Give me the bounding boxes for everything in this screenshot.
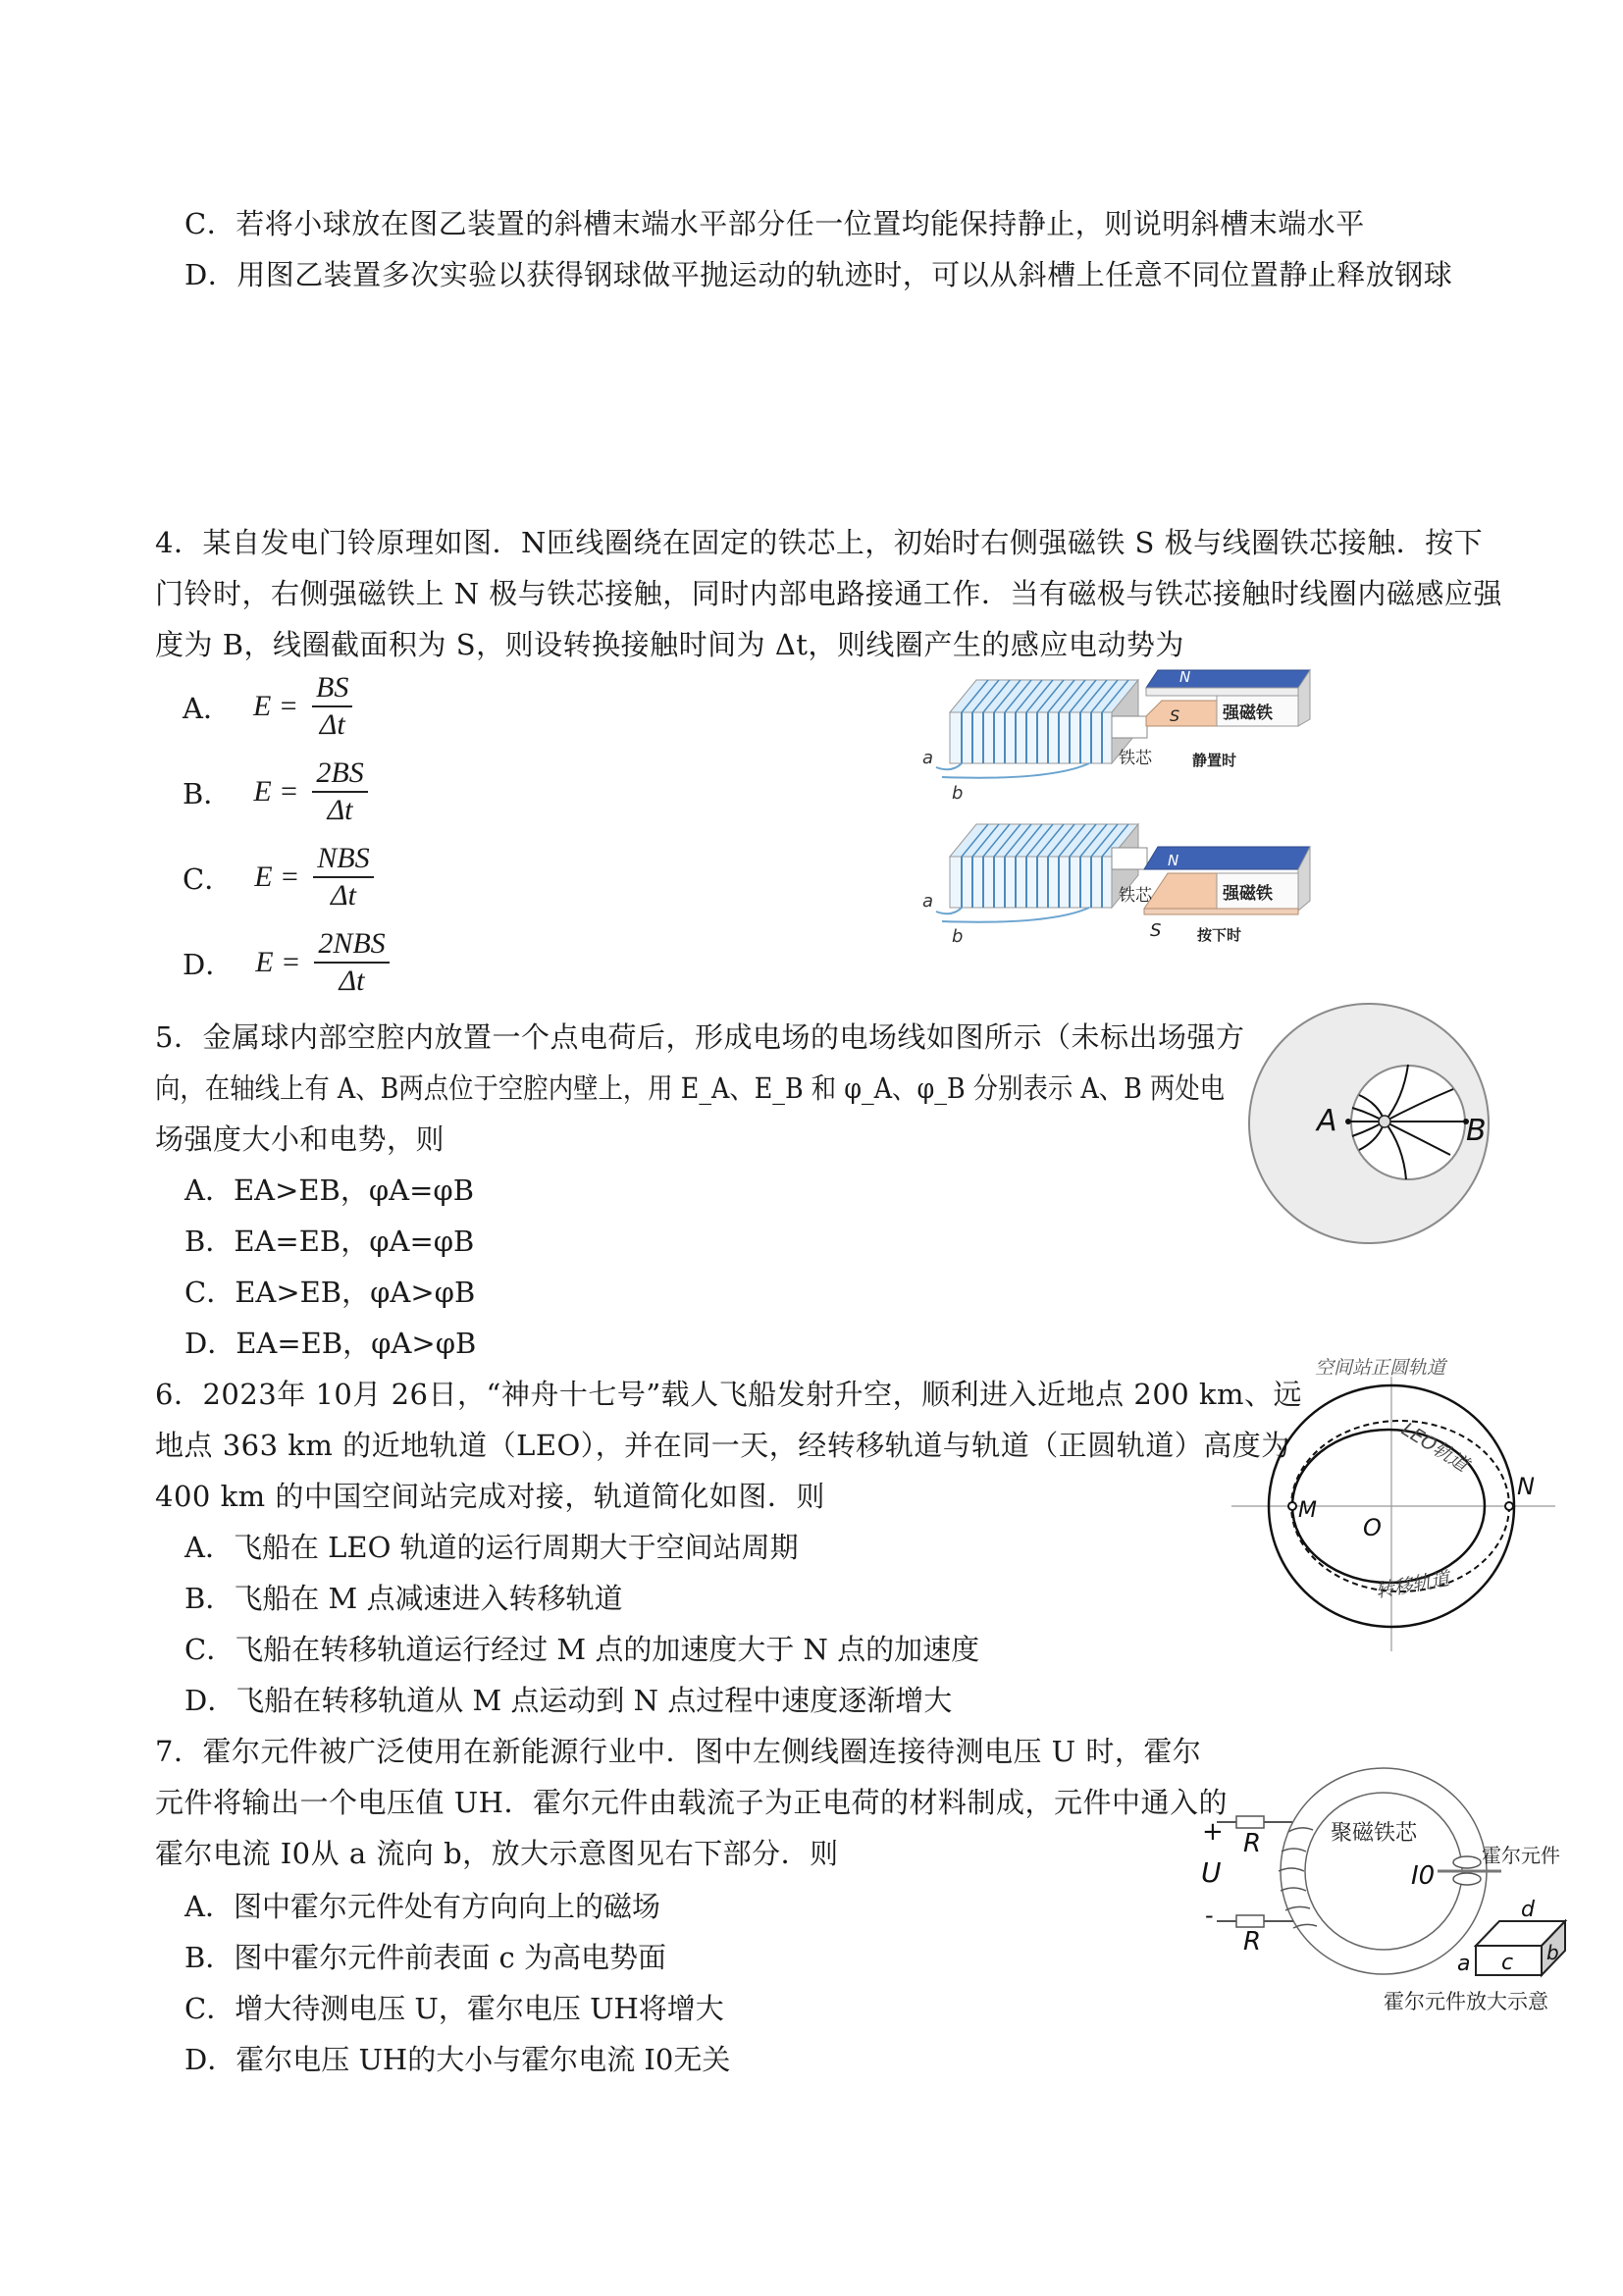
q6-option-a xyxy=(184,1530,799,1565)
lead-b xyxy=(942,763,1089,778)
current-label: I0 xyxy=(1411,1861,1436,1891)
option-text: EA>EB，φA>φB xyxy=(235,1276,476,1309)
q5-stem-line-2-text: 向，在轴线上有 A、B两点位于空腔内壁上，用 E_A、E_B 和 φ_A、φ_B 分别表示 A、B 两处电 xyxy=(155,1071,1226,1105)
point-m xyxy=(1288,1502,1296,1510)
option-text: 霍尔电压 UH的大小与霍尔电流 I0无关 xyxy=(236,2043,731,2076)
q4-option-c xyxy=(183,841,374,913)
lead-a xyxy=(936,908,962,913)
hall-element-label: 霍尔元件 xyxy=(1482,1844,1560,1867)
option-label: B． xyxy=(184,1941,235,1974)
q3-option-d xyxy=(184,257,1452,292)
formula-lhs: E = xyxy=(253,775,299,808)
coil-front-face xyxy=(950,712,1112,763)
option-label: D． xyxy=(183,947,235,981)
option-text: 飞船在 LEO 轨道的运行周期大于空间站周期 xyxy=(233,1531,799,1564)
option-label: B． xyxy=(183,776,233,810)
numerator: BS xyxy=(316,671,349,704)
minus-terminal: - xyxy=(1205,1902,1214,1929)
q6-option-d xyxy=(184,1683,952,1718)
option-text: EA=EB，φA>φB xyxy=(236,1327,477,1360)
q7-stem-line-2: 元件将输出一个电压值 UH．霍尔元件由载流子为正电荷的材料制成，元件中通入的 xyxy=(155,1786,1228,1819)
station-orbit-label: 空间站正圆轨道 xyxy=(1315,1357,1446,1379)
denominator: Δt xyxy=(330,879,356,912)
option-label: A． xyxy=(183,691,232,725)
option-label: C． xyxy=(183,861,234,896)
option-text: 图中霍尔元件前表面 c 为高电势面 xyxy=(234,1941,666,1974)
q6-option-c xyxy=(184,1632,979,1667)
q5-stem-line-1: 5．金属球内部空腔内放置一个点电荷后，形成电场的电场线如图所示（未标出场强方 xyxy=(155,1020,1245,1054)
resistor-top xyxy=(1236,1816,1264,1828)
label-a: A xyxy=(1317,1104,1337,1138)
option-label: C． xyxy=(184,1276,236,1309)
point-n xyxy=(1505,1502,1513,1510)
q5-option-d xyxy=(184,1326,476,1361)
iron-core xyxy=(1112,716,1147,738)
option-text: 用图乙装置多次实验以获得钢球做平抛运动的轨迹时，可以从斜槽上任意不同位置静止释放钢球 xyxy=(236,258,1453,291)
q5-option-b xyxy=(184,1224,474,1259)
formula-lhs: E = xyxy=(254,861,300,893)
q6-option-b xyxy=(184,1581,622,1616)
q6-stem-line-2: 地点 363 km 的近地轨道（LEO），并在同一天，经转移轨道与轨道（正圆轨道）高度为 xyxy=(155,1429,1290,1462)
resistor-top-label: R xyxy=(1243,1829,1262,1858)
option-text: EA=EB，φA=φB xyxy=(234,1225,475,1258)
numerator: 2BS xyxy=(316,757,364,789)
option-text: EA>EB，φA=φB xyxy=(233,1174,475,1207)
q4-stem-line-3: 度为 B，线圈截面积为 S，则设转换接触时间为 Δt，则线圈产生的感应电动势为 xyxy=(155,628,1184,661)
transfer-orbit-label: 转移轨道 xyxy=(1374,1568,1451,1602)
q4-stem-line-2: 门铃时，右侧强磁铁上 N 极与铁芯接触，同时内部电路接通工作．当有磁极与铁芯接触时线圈内磁感应强 xyxy=(155,577,1502,610)
metal-sphere-figure xyxy=(1246,1001,1521,1256)
terminal-b-label: b xyxy=(952,783,964,804)
q7-option-a xyxy=(184,1889,660,1924)
q4-option-a xyxy=(183,670,352,743)
option-label: C． xyxy=(184,1992,236,2025)
option-text: 飞船在 M 点减速进入转移轨道 xyxy=(234,1582,623,1615)
terminal-b-label: b xyxy=(952,926,964,947)
q7-option-b xyxy=(184,1940,666,1975)
orbit-figure xyxy=(1231,1352,1555,1666)
q5-option-c xyxy=(184,1275,475,1310)
option-text: 飞船在转移轨道运行经过 M 点的加速度大于 N 点的加速度 xyxy=(235,1633,980,1666)
core-label: 铁芯 xyxy=(1119,749,1152,768)
north-label: N xyxy=(1179,668,1191,686)
option-label: C． xyxy=(184,207,236,240)
face-a-label: a xyxy=(1457,1952,1471,1976)
option-label: C． xyxy=(184,1633,236,1666)
coil-front-face xyxy=(950,857,1112,908)
iron-core xyxy=(1112,848,1147,869)
coil-top-face xyxy=(950,824,1138,857)
option-text: 飞船在转移轨道从 M 点运动到 N 点过程中速度逐渐增大 xyxy=(236,1684,953,1717)
denominator: Δt xyxy=(339,965,365,997)
core-label: 聚磁铁芯 xyxy=(1331,1821,1418,1846)
option-label: A． xyxy=(184,1890,234,1923)
doorbell-pressed-diagram xyxy=(922,824,1310,947)
option-label: D． xyxy=(184,1684,236,1717)
south-label: S xyxy=(1150,920,1162,941)
core-label: 铁芯 xyxy=(1119,886,1152,906)
q5-stem-line-2 xyxy=(155,1070,1226,1106)
enlarged-caption: 霍尔元件放大示意 xyxy=(1384,1990,1548,2013)
resistor-bottom-label: R xyxy=(1243,1927,1262,1957)
q5-stem-line-3: 场强度大小和电势，则 xyxy=(155,1122,445,1156)
hall-element-top xyxy=(1453,1856,1481,1868)
option-label: D． xyxy=(184,1327,236,1360)
terminal-a-label: a xyxy=(922,748,934,768)
option-label: A． xyxy=(184,1531,234,1564)
q5-option-a xyxy=(184,1173,474,1208)
numerator: 2NBS xyxy=(318,927,386,960)
state-label: 按下时 xyxy=(1197,926,1242,944)
face-d-label: d xyxy=(1521,1898,1535,1922)
north-label: N xyxy=(1168,852,1179,869)
q4-stem-line-1: 4．某自发电门铃原理如图．N匝线圈绕在固定的铁芯上，初始时右侧强磁铁 S 极与线圈铁芯接触．按下 xyxy=(155,526,1484,559)
q7-stem-line-1: 7．霍尔元件被广泛使用在新能源行业中．图中左侧线圈连接待测电压 U 时，霍尔 xyxy=(155,1735,1202,1768)
q4-option-b xyxy=(183,756,368,828)
leo-orbit-label: LEO轨道 xyxy=(1397,1418,1473,1477)
formula-lhs: E = xyxy=(255,946,301,978)
q7-option-d xyxy=(184,2042,730,2077)
lead-a xyxy=(936,763,962,769)
label-o: O xyxy=(1363,1514,1382,1541)
option-label: B． xyxy=(184,1582,235,1615)
q7-stem-line-3: 霍尔电流 I0从 a 流向 b，放大示意图见右下部分．则 xyxy=(155,1837,839,1870)
magnet-base xyxy=(1144,909,1298,914)
label-n: N xyxy=(1517,1473,1535,1500)
option-label: A． xyxy=(184,1174,234,1207)
q4-option-d xyxy=(183,926,390,999)
face-c-label: c xyxy=(1501,1951,1514,1975)
point-a xyxy=(1345,1119,1351,1124)
terminal-a-label: a xyxy=(922,891,934,912)
option-text: 增大待测电压 U，霍尔电压 UH将增大 xyxy=(235,1992,724,2025)
label-b: B xyxy=(1466,1114,1487,1148)
south-label: S xyxy=(1170,706,1180,725)
hall-element-bottom xyxy=(1453,1873,1481,1885)
doorbell-static-diagram xyxy=(922,668,1310,804)
point-charge xyxy=(1379,1116,1390,1127)
q6-stem-line-1: 6．2023年 10月 26日，“神舟十七号”载人飞船发射升空，顺利进入近地点 200 km、远 xyxy=(155,1378,1303,1411)
q7-option-c xyxy=(184,1991,724,2026)
hall-element-figure xyxy=(1187,1761,1599,2026)
option-text: 图中霍尔元件处有方向向上的磁场 xyxy=(233,1890,660,1923)
numerator: NBS xyxy=(317,842,370,874)
state-label: 静置时 xyxy=(1192,752,1237,769)
magnet-label: 强磁铁 xyxy=(1223,884,1273,904)
magnet-label: 强磁铁 xyxy=(1223,704,1273,723)
magnet-south-face xyxy=(1146,701,1217,726)
doorbell-figure xyxy=(922,665,1315,960)
magnet-north-face xyxy=(1146,670,1310,688)
formula-lhs: E = xyxy=(252,690,299,722)
lead-b xyxy=(942,908,1089,922)
denominator: Δt xyxy=(319,708,345,741)
coil-top-face xyxy=(950,680,1138,712)
hall-element-enlarged xyxy=(1457,1898,1565,1976)
face-b-label: b xyxy=(1546,1941,1559,1964)
label-m: M xyxy=(1298,1498,1317,1523)
q6-stem-line-3: 400 km 的中国空间站完成对接，轨道简化如图．则 xyxy=(155,1480,825,1513)
option-label: D． xyxy=(184,2043,236,2076)
voltage-label: U xyxy=(1201,1856,1222,1889)
q3-option-c xyxy=(184,206,1365,241)
denominator: Δt xyxy=(327,794,353,826)
plus-terminal: + xyxy=(1202,1817,1224,1847)
magnet-divider xyxy=(1146,688,1298,696)
resistor-bottom xyxy=(1236,1915,1264,1927)
option-text: 若将小球放在图乙装置的斜槽末端水平部分任一位置均能保持静止，则说明斜槽末端水平 xyxy=(236,207,1365,240)
option-label: B． xyxy=(184,1225,235,1258)
magnet-south-face xyxy=(1144,873,1217,909)
option-label: D． xyxy=(184,258,237,291)
